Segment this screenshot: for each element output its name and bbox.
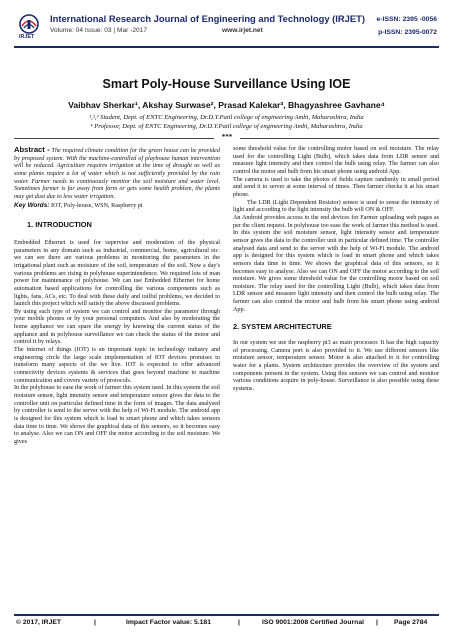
header-rule	[14, 46, 439, 48]
right-column	[233, 146, 439, 394]
right-paragraph-1: some threshold value for the controlling motor based on soil moisture. The relay used for the controlling Light (Bulb), which takes data from LDR sensor and measure light intensity and then control the bulb using relay. The farmer can also control the motor and bulb from his smart phone using android App.	[233, 146, 439, 175]
left-column	[14, 146, 220, 447]
right-paragraph-3: The LDR (Light Dependent Resistor) sensor is used to sense the intensity of light and according to the light intensity the bulb will ON & OFF.	[233, 199, 439, 214]
footer-copyright: © 2017, IRJET	[16, 619, 62, 626]
journal-title: International Research Journal of Engineering and Technology (IRJET)	[50, 13, 365, 24]
footer-impact-factor: Impact Factor value: 5.181	[126, 619, 211, 626]
section-heading-system-architecture: 2. SYSTEM ARCHITECTURE	[233, 322, 332, 332]
footer-sep-3: |	[376, 619, 378, 626]
affiliation-professor: ⁴ Professor, Dept. of ENTC Engineering, Dr.D.Y.Patil college of engineering Ambi, Maharashtra, India	[90, 123, 363, 130]
paper-authors: Vaibhav Sherkar¹, Akshay Surwase², Prasad Kalekar³, Bhagyashree Gavhane⁴	[68, 100, 385, 110]
abstract	[14, 146, 220, 202]
abstract-label: Abstract -	[14, 145, 50, 154]
footer-rule	[14, 614, 439, 616]
separator	[14, 135, 439, 143]
section-heading-introduction: 1. INTRODUCTION	[27, 220, 92, 230]
footer-sep-2: |	[238, 619, 240, 626]
footer-sep-1: |	[94, 619, 96, 626]
journal-header	[14, 12, 439, 44]
page-footer	[14, 619, 439, 631]
p-issn: p-ISSN: 2395-0072	[378, 29, 437, 36]
footer-iso: ISO 9001:2008 Certified Journal	[262, 619, 364, 626]
right-paragraph-2: The camera is used to take the photos of fields capture randomly in small period and send it to server at some interval of times. Then farmer checks it at his smart phone.	[233, 176, 439, 198]
affiliation-students: ¹,²,³ Student, Dept. of ENTC Engineering, Dr.D.Y.Patil college of engineering Ambi, Maharashtra, India	[89, 114, 364, 121]
volume-issue: Volume: 04 Issue: 03 | Mar -2017	[50, 27, 148, 34]
separator-line-right	[240, 138, 439, 139]
paper-title: Smart Poly-House Surveillance Using IOE	[102, 77, 351, 91]
footer-page-number: Page 2784	[394, 619, 428, 626]
issn-block	[377, 13, 437, 39]
separator-line-left	[14, 138, 214, 139]
intro-paragraph-2: By using such type of system we can control and monitor the parameter through your mobile phones or by your personal computers. And also by moderating the home appliance we can spare the energy by knowing the current status of the appliance and in polyhouse surveillance we can check the status of the motor and control it by relays.	[14, 308, 220, 346]
architecture-paragraph: In our system we use the raspberry pi3 as main processor. It has the high capacity of processing. Camera port is also provided to it. We use different sensors like moisture sensor, temperature sensor. Motor is also attached to it for controlling water for a plants. System architecture provides the overview of the system and components present in the system. Using this sensors we can control and monitor various conditions acquire in poly-house. Surveillance is also possible using these systems.	[233, 340, 439, 393]
keywords-label: Key Words:	[14, 201, 50, 209]
e-issn: e-ISSN: 2395 -0056	[376, 16, 437, 23]
intro-paragraph-3: The internet of things (IOT) is an important topic in technology industry and engineering circle the large scale implementation of IOT devices promises to transform many aspects of the we live. IOT is expected to offer advanced connectivity devices systems & services that goes beyond machine to machine communication and covers variety of protocols.	[14, 347, 220, 384]
keywords-text: IOT, Poly-house, WSN, Raspberry pi	[49, 202, 143, 209]
logo-text: IRJET	[19, 34, 35, 40]
intro-paragraph-4: In the polyhouse to ease the work of farmer this system used. In this system the soil moisture sensor, light intensity sensor and temperature sensor gives the data to the controller unit on particular defined time in the form of images. The data analysed by controller is send to the server with the help of Wi-Fi module. The android app is designed for this system which is load in smart phone and which takes sensors data time to time. We shows the graphical data of this sensors, so it becomes easy to analyse. Also we can ON and OFF the motor according to the soil moisture. We gives	[14, 385, 220, 445]
abstract-text: The required climate condition for the green house can be provided by proposed system. With the machine-controlled of playhouse human intervention will be reduced. Agriculture requires irrigation at the time of drought as well as some plants require a lot of water which is not sufficiently provided by the rain water. Farmer needs to continuously monitor the soil moisture and water level. Sometimes farmer is far away from farm or gets some health problem, the plants may get dust due to less water irrigation.	[14, 148, 220, 200]
keywords	[14, 202, 220, 211]
journal-url[interactable]: www.irjet.net	[222, 27, 263, 34]
intro-paragraph-1: Embedded Ethernet is used for supervise and moderation of the physical parameters in any domain such as industrial, commercial, home, agricultural etc. we can see there are various problems in monitoring the parameters in the irrigational plant such as moisture of the soil, temperature of the soil. Now a day's various problems are rising in polyhouse superintendence. We required lots of man power for maintenance of polyhouse. We can use Embedded Ethernet for home automation based applications for controlling the various components such as lights, fans, ACs, etc. To deal with these daily and toilful problems, we decided to launch this project which will satisfy the above discussed problems.	[14, 239, 220, 308]
separator-stars: ***	[214, 133, 240, 141]
right-paragraph-4: An Android provides access to the end devices for Farmer uploading web pages as per the client request. In polyhouse too ease the work of farmer this method is used. In this system the soil moisture sensor, light intensity sensor and temperature sensor gives the data to the controller unit in particular defined time. The controller analysed data and send to the server with the help of Wi-Fi module. The android app is designed for this system which is load in smart phone and which takes sensors data time to time. We shows the graphical data of this sensors, so it becomes easy to analyse. Also we can ON and OFF the motor according to the soil moisture. We gives some threshold value for the controlling motor based on soil moisture. The relay used for the controlling Light (Bulb), which takes data from LDR sensor and measure light intensity and then control the bulb using relay. The farmer can also control the motor and bulb from his smart phone using android App.	[233, 214, 439, 313]
journal-meta	[50, 27, 263, 34]
